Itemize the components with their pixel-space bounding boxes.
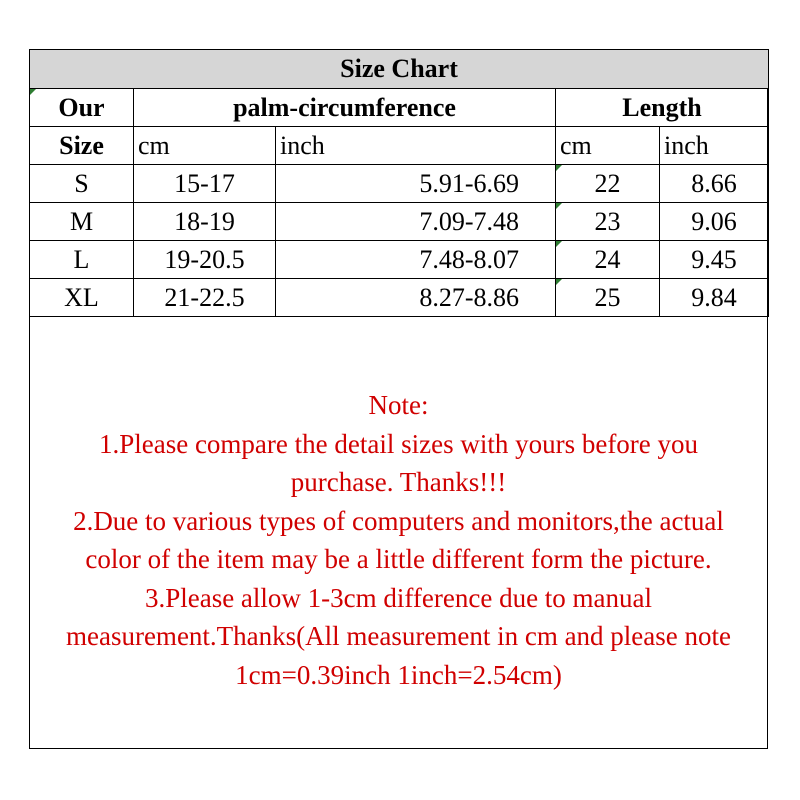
palm-cm-unit: cm xyxy=(134,127,276,165)
length-inch-cell: 8.66 xyxy=(660,165,769,203)
size-cell: L xyxy=(30,241,134,279)
size-cell: S xyxy=(30,165,134,203)
our-size-header-line2: Size xyxy=(30,127,134,165)
note-line: 2.Due to various types of computers and monitors,the actual xyxy=(73,505,724,536)
palm-cm-cell: 15-17 xyxy=(134,165,276,203)
length-inch-cell: 9.45 xyxy=(660,241,769,279)
palm-cm-cell: 18-19 xyxy=(134,203,276,241)
length-cm-cell: 24 xyxy=(556,241,660,279)
size-chart-frame xyxy=(29,49,768,749)
note-line: 1cm=0.39inch 1inch=2.54cm) xyxy=(235,659,562,690)
length-inch-cell: 9.84 xyxy=(660,279,769,317)
palm-inch-cell: 7.48-8.07 xyxy=(276,241,556,279)
table-row xyxy=(30,241,769,279)
note-line: 3.Please allow 1-3cm difference due to manual xyxy=(144,582,653,613)
length-cm-cell: 22 xyxy=(556,165,660,203)
length-cm-cell: 25 xyxy=(556,279,660,317)
table-row xyxy=(30,203,769,241)
palm-cm-cell: 19-20.5 xyxy=(134,241,276,279)
note-line: purchase. Thanks!!! xyxy=(290,467,507,497)
notes-section xyxy=(30,386,767,694)
length-inch-cell: 9.06 xyxy=(660,203,769,241)
note-line: measurement.Thanks(All measurement in cm and please note xyxy=(65,621,732,651)
table-row xyxy=(30,165,769,203)
our-size-header-line1: Our xyxy=(30,89,134,127)
length-cm-unit: cm xyxy=(556,127,660,165)
palm-cm-cell: 21-22.5 xyxy=(134,279,276,317)
palm-inch-cell: 7.09-7.48 xyxy=(276,203,556,241)
size-cell: XL xyxy=(30,279,134,317)
size-cell: M xyxy=(30,203,134,241)
palm-inch-unit: inch xyxy=(276,127,556,165)
note-line: 1.Please compare the detail sizes with yours before you xyxy=(98,428,699,459)
note-line: color of the item may be a little different form the picture. xyxy=(85,544,712,574)
length-cm-cell: 23 xyxy=(556,203,660,241)
table-row xyxy=(30,279,769,317)
chart-title: Size Chart xyxy=(30,50,769,89)
palm-inch-cell: 5.91-6.69 xyxy=(276,165,556,203)
palm-inch-cell: 8.27-8.86 xyxy=(276,279,556,317)
size-chart-table xyxy=(29,49,769,317)
palm-circumference-header: palm-circumference xyxy=(134,89,556,127)
note-heading: Note: xyxy=(368,390,429,420)
length-header: Length xyxy=(556,89,769,127)
length-inch-unit: inch xyxy=(660,127,769,165)
